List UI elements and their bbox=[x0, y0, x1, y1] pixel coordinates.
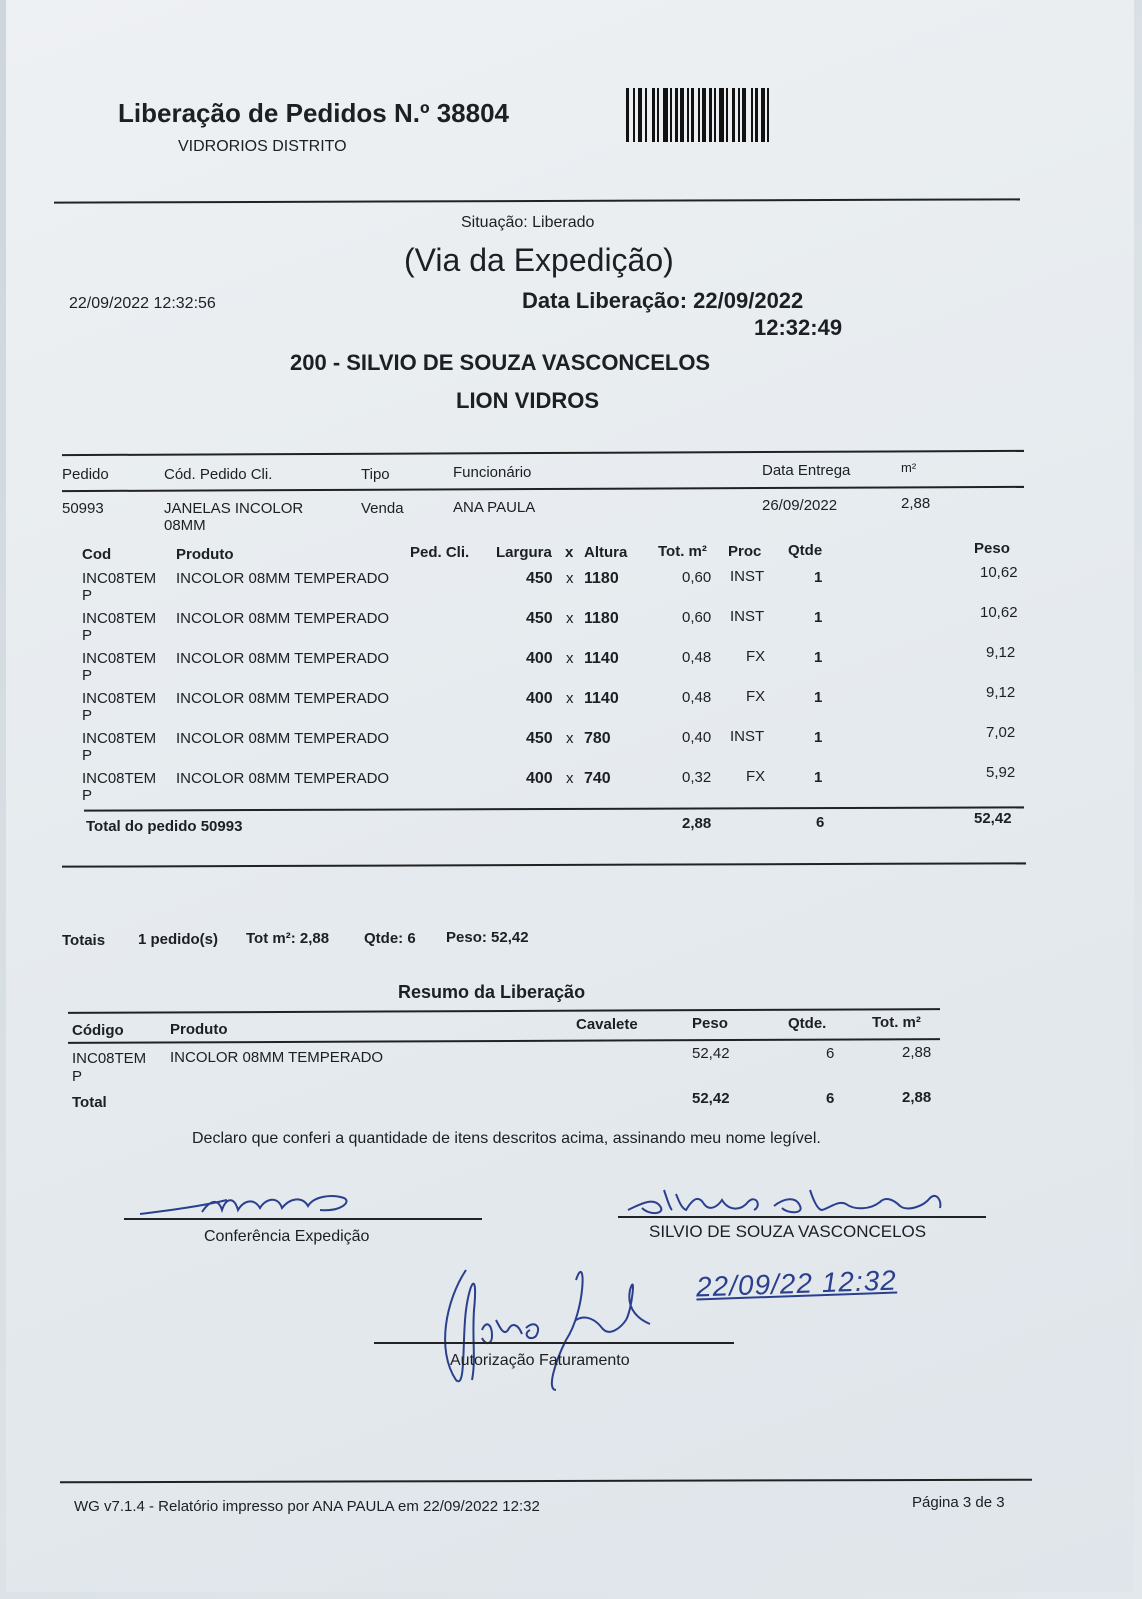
items-col-peso: Peso bbox=[974, 540, 1010, 557]
resumo-col-produto: Produto bbox=[170, 1021, 228, 1038]
row-tot-m2: 0,60 bbox=[682, 609, 712, 626]
row-largura: 450 bbox=[526, 610, 553, 627]
resumo-col-tot-m2: Tot. m² bbox=[872, 1014, 921, 1031]
row-peso: 7,02 bbox=[986, 724, 1016, 741]
row-cod: INC08TEM bbox=[82, 690, 157, 707]
row-x: x bbox=[566, 770, 574, 787]
document-page bbox=[6, 0, 1134, 1592]
situacao: Situação: Liberado bbox=[461, 214, 595, 231]
resumo-total-peso: 52,42 bbox=[692, 1090, 730, 1107]
col-m2: m² bbox=[901, 460, 917, 475]
resumo-col-peso: Peso bbox=[692, 1015, 728, 1032]
footer-page-number: Página 3 de 3 bbox=[912, 1494, 1005, 1511]
row-cod: INC08TEM bbox=[82, 610, 157, 627]
totais-label: Totais bbox=[62, 932, 106, 949]
row-largura: 400 bbox=[526, 690, 553, 707]
items-col-x: x bbox=[565, 544, 574, 561]
footer-rule bbox=[60, 1479, 1032, 1484]
barcode bbox=[626, 88, 769, 142]
row-produto: INCOLOR 08MM TEMPERADO bbox=[176, 730, 390, 747]
row-qtde: 1 bbox=[814, 609, 823, 626]
data-entrega-value: 26/09/2022 bbox=[762, 497, 838, 514]
totais-pedidos: 1 pedido(s) bbox=[138, 931, 219, 948]
resumo-total-qtde: 6 bbox=[826, 1090, 835, 1107]
row-largura: 450 bbox=[526, 730, 553, 747]
row-produto: INCOLOR 08MM TEMPERADO bbox=[176, 570, 390, 587]
row-x: x bbox=[566, 570, 574, 587]
table-row bbox=[6, 566, 1134, 606]
autorizacao-signature-line bbox=[374, 1342, 734, 1344]
m2-value: 2,88 bbox=[901, 495, 931, 512]
table-row bbox=[6, 606, 1134, 646]
totais-peso: Peso: 52,42 bbox=[446, 929, 529, 946]
order-total-label: Total do pedido 50993 bbox=[86, 818, 243, 835]
via-label: (Via da Expedição) bbox=[404, 242, 674, 278]
row-cod-suffix: P bbox=[82, 747, 93, 764]
items-col-proc: Proc bbox=[728, 543, 762, 560]
row-qtde: 1 bbox=[814, 689, 823, 706]
col-funcionario: Funcionário bbox=[453, 464, 532, 481]
items-total-rule bbox=[84, 806, 1024, 811]
table-row bbox=[6, 726, 1134, 766]
col-pedido: Pedido bbox=[62, 466, 109, 483]
table-row bbox=[6, 686, 1134, 726]
cod-pedido-cli-value: JANELAS INCOLOR bbox=[164, 500, 304, 517]
row-altura: 1140 bbox=[584, 690, 619, 707]
resumo-row-codigo: INC08TEM bbox=[72, 1050, 147, 1067]
row-cod: INC08TEM bbox=[82, 570, 157, 587]
pedido-number: 50993 bbox=[62, 500, 104, 517]
items-col-altura: Altura bbox=[584, 544, 628, 561]
signature-client bbox=[624, 1180, 964, 1220]
order-total-qtde: 6 bbox=[816, 814, 825, 831]
data-liberacao: Data Liberação: 22/09/2022 bbox=[522, 288, 804, 313]
row-cod: INC08TEM bbox=[82, 770, 157, 787]
order-table-header-rule bbox=[62, 486, 1024, 492]
row-x: x bbox=[566, 610, 574, 627]
row-tot-m2: 0,48 bbox=[682, 689, 712, 706]
items-col-ped-cli: Ped. Cli. bbox=[410, 544, 470, 561]
row-peso: 10,62 bbox=[980, 564, 1018, 581]
row-tot-m2: 0,48 bbox=[682, 649, 712, 666]
client-signature-line bbox=[618, 1216, 986, 1218]
row-peso: 9,12 bbox=[986, 644, 1016, 661]
col-data-entrega: Data Entrega bbox=[762, 462, 851, 479]
row-altura: 780 bbox=[584, 730, 611, 747]
cod-pedido-cli-value-2: 08MM bbox=[164, 517, 206, 534]
row-altura: 1180 bbox=[584, 570, 619, 587]
client-name: 200 - SILVIO DE SOUZA VASCONCELOS bbox=[290, 350, 711, 375]
items-col-qtde: Qtde bbox=[788, 542, 823, 559]
row-cod-suffix: P bbox=[82, 587, 93, 604]
row-qtde: 1 bbox=[814, 729, 823, 746]
row-altura: 1140 bbox=[584, 650, 619, 667]
row-altura: 1180 bbox=[584, 610, 619, 627]
totais-tot-m2: Tot m²: 2,88 bbox=[246, 930, 330, 947]
row-proc: FX bbox=[746, 768, 766, 785]
row-x: x bbox=[566, 690, 574, 707]
order-total-peso: 52,42 bbox=[974, 810, 1012, 827]
resumo-row-codigo-suffix: P bbox=[72, 1068, 83, 1085]
row-cod-suffix: P bbox=[82, 627, 93, 644]
row-peso: 9,12 bbox=[986, 684, 1016, 701]
row-produto: INCOLOR 08MM TEMPERADO bbox=[176, 650, 390, 667]
order-total-m2: 2,88 bbox=[682, 815, 712, 832]
items-col-cod: Cod bbox=[82, 546, 112, 563]
document-title: Liberação de Pedidos N.º 38804 bbox=[118, 98, 509, 128]
row-peso: 5,92 bbox=[986, 764, 1016, 781]
row-peso: 10,62 bbox=[980, 604, 1018, 621]
table-row bbox=[6, 766, 1134, 806]
resumo-top-rule bbox=[68, 1008, 940, 1013]
client-company: LION VIDROS bbox=[456, 388, 600, 413]
resumo-row-produto: INCOLOR 08MM TEMPERADO bbox=[170, 1049, 384, 1066]
conferencia-label: Conferência Expedição bbox=[204, 1228, 370, 1245]
row-cod-suffix: P bbox=[82, 787, 93, 804]
row-tot-m2: 0,40 bbox=[682, 729, 712, 746]
resumo-col-codigo: Código bbox=[72, 1022, 124, 1039]
row-produto: INCOLOR 08MM TEMPERADO bbox=[176, 690, 390, 707]
row-largura: 400 bbox=[526, 650, 553, 667]
row-proc: FX bbox=[746, 688, 766, 705]
row-tot-m2: 0,60 bbox=[682, 569, 712, 586]
resumo-row-peso: 52,42 bbox=[692, 1045, 730, 1062]
resumo-header-rule bbox=[68, 1038, 940, 1043]
resumo-total-tot-m2: 2,88 bbox=[902, 1089, 932, 1106]
items-col-tot-m2: Tot. m² bbox=[658, 543, 707, 560]
resumo-col-cavalete: Cavalete bbox=[576, 1016, 638, 1033]
row-altura: 740 bbox=[584, 770, 611, 787]
resumo-col-qtde: Qtde. bbox=[788, 1015, 827, 1032]
resumo-total-label: Total bbox=[72, 1094, 107, 1111]
row-proc: INST bbox=[730, 568, 765, 585]
items-col-largura: Largura bbox=[496, 544, 552, 561]
row-x: x bbox=[566, 650, 574, 667]
row-proc: INST bbox=[730, 608, 765, 625]
order-section-end-rule bbox=[62, 862, 1026, 867]
funcionario-value: ANA PAULA bbox=[453, 499, 536, 516]
row-x: x bbox=[566, 730, 574, 747]
company-name: VIDRORIOS DISTRITO bbox=[178, 138, 347, 155]
resumo-row-qtde: 6 bbox=[826, 1045, 835, 1062]
row-cod: INC08TEM bbox=[82, 650, 157, 667]
row-largura: 400 bbox=[526, 770, 553, 787]
footer-left: WG v7.1.4 - Relatório impresso por ANA PAULA em 22/09/2022 12:32 bbox=[74, 1498, 540, 1515]
signature-autorizacao bbox=[426, 1250, 686, 1400]
row-cod: INC08TEM bbox=[82, 730, 157, 747]
resumo-row-tot-m2: 2,88 bbox=[902, 1044, 932, 1061]
items-col-produto: Produto bbox=[176, 546, 234, 563]
row-cod-suffix: P bbox=[82, 667, 93, 684]
table-row bbox=[6, 646, 1134, 686]
row-proc: FX bbox=[746, 648, 766, 665]
autorizacao-label: Autorização Faturamento bbox=[450, 1352, 630, 1369]
col-tipo: Tipo bbox=[361, 466, 390, 483]
declaration-text: Declaro que conferi a quantidade de itens descritos acima, assinando meu nome legível. bbox=[192, 1130, 821, 1147]
header-divider bbox=[54, 198, 1020, 203]
row-tot-m2: 0,32 bbox=[682, 769, 712, 786]
tipo-value: Venda bbox=[361, 500, 404, 517]
client-signature-label: SILVIO DE SOUZA VASCONCELOS bbox=[649, 1222, 927, 1241]
row-produto: INCOLOR 08MM TEMPERADO bbox=[176, 770, 390, 787]
row-qtde: 1 bbox=[814, 769, 823, 786]
data-liberacao-time: 12:32:49 bbox=[754, 315, 843, 340]
conferencia-signature-line bbox=[124, 1218, 482, 1220]
row-qtde: 1 bbox=[814, 569, 823, 586]
row-qtde: 1 bbox=[814, 649, 823, 666]
col-cod-pedido-cli: Cód. Pedido Cli. bbox=[164, 466, 273, 483]
print-datetime: 22/09/2022 12:32:56 bbox=[69, 295, 216, 312]
order-table-top-rule bbox=[62, 450, 1024, 456]
row-cod-suffix: P bbox=[82, 707, 93, 724]
handwritten-datetime: 22/09/22 12:32 bbox=[695, 1264, 898, 1303]
row-produto: INCOLOR 08MM TEMPERADO bbox=[176, 610, 390, 627]
resumo-title: Resumo da Liberação bbox=[398, 982, 586, 1002]
signature-conferencia bbox=[132, 1190, 372, 1220]
totais-qtde: Qtde: 6 bbox=[364, 930, 416, 947]
row-largura: 450 bbox=[526, 570, 553, 587]
row-proc: INST bbox=[730, 728, 765, 745]
